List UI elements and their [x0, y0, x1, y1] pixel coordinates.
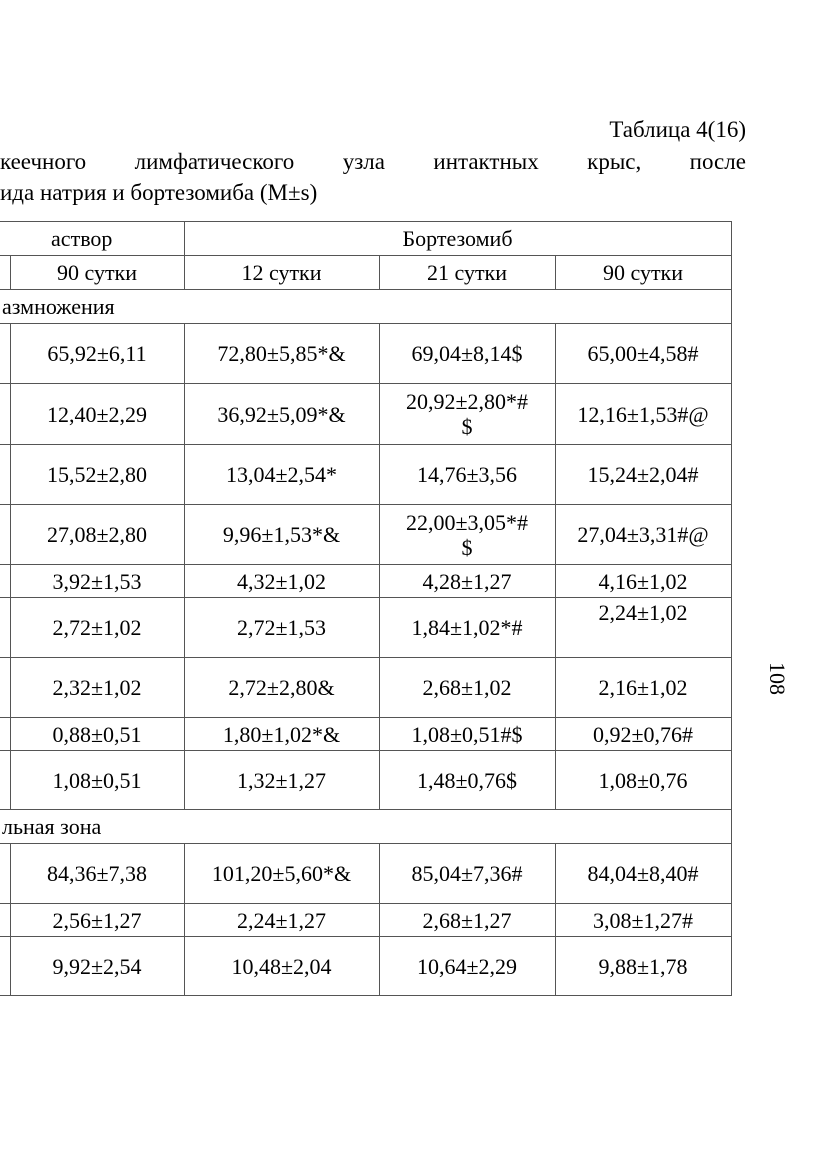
page-number: 108	[765, 662, 790, 695]
value-cell: 2,56±1,27	[10, 904, 184, 937]
value-cell: 9,88±1,78	[555, 937, 731, 996]
value-cell: 36,92±5,09*&	[184, 384, 379, 445]
header-row-days	[0, 256, 731, 290]
header-cell-day: 90 сутки	[10, 256, 184, 290]
value-cell: 1,08±0,76	[555, 751, 731, 810]
row-label-cell	[0, 937, 10, 996]
value-cell: 4,28±1,27	[379, 565, 555, 598]
section-row	[0, 810, 731, 844]
value-cell: 69,04±8,14$	[379, 324, 555, 384]
table-row	[0, 904, 731, 937]
table-number: Таблица 4(16)	[609, 117, 746, 142]
value-cell: 1,80±1,02*&	[184, 718, 379, 751]
value-cell: 14,76±3,56	[379, 445, 555, 505]
table-body	[0, 222, 731, 996]
value-cell: 9,92±2,54	[10, 937, 184, 996]
value-cell: 1,08±0,51	[10, 751, 184, 810]
value-cell: 84,04±8,40#	[555, 844, 731, 904]
header-cell-day: 21 сутки	[379, 256, 555, 290]
caption-word: кеечного	[0, 149, 87, 174]
value-cell: 2,16±1,02	[555, 658, 731, 718]
table-row	[0, 844, 731, 904]
value-cell: 22,00±3,05*# $	[379, 505, 555, 565]
section-title: льная зона	[0, 810, 731, 844]
row-label-cell	[0, 904, 10, 937]
caption-line-1	[0, 148, 746, 176]
value-cell: 2,32±1,02	[10, 658, 184, 718]
row-label-cell	[0, 384, 10, 445]
value-cell: 1,08±0,51#$	[379, 718, 555, 751]
row-label-cell	[0, 658, 10, 718]
table-row	[0, 937, 731, 996]
caption-word: после	[689, 149, 746, 174]
value-cell: 2,72±1,02	[10, 598, 184, 658]
value-cell: 3,92±1,53	[10, 565, 184, 598]
value-cell: 12,16±1,53#@	[555, 384, 731, 445]
header-cell-day: 90 сутки	[555, 256, 731, 290]
caption-word: интактных	[433, 149, 539, 174]
value-cell: 0,88±0,51	[10, 718, 184, 751]
value-cell: 1,84±1,02*#	[379, 598, 555, 658]
table-row	[0, 751, 731, 810]
header-cell-empty	[0, 256, 10, 290]
value-cell: 65,00±4,58#	[555, 324, 731, 384]
value-cell: 15,52±2,80	[10, 445, 184, 505]
value-cell: 1,32±1,27	[184, 751, 379, 810]
row-label-cell	[0, 565, 10, 598]
value-cell: 2,24±1,27	[184, 904, 379, 937]
value-cell: 72,80±5,85*&	[184, 324, 379, 384]
value-cell: 2,72±2,80&	[184, 658, 379, 718]
value-cell: 84,36±7,38	[10, 844, 184, 904]
group-header-bortezomib: Бортезомиб	[184, 222, 731, 256]
value-cell: 2,68±1,02	[379, 658, 555, 718]
row-label-cell	[0, 445, 10, 505]
value-cell: 101,20±5,60*&	[184, 844, 379, 904]
value-cell: 27,08±2,80	[10, 505, 184, 565]
row-label-cell	[0, 598, 10, 658]
value-cell: 10,48±2,04	[184, 937, 379, 996]
value-cell: 1,48±0,76$	[379, 751, 555, 810]
table-row	[0, 324, 731, 384]
value-cell: 9,96±1,53*&	[184, 505, 379, 565]
row-label-cell	[0, 505, 10, 565]
table-row	[0, 565, 731, 598]
caption-line-2: ида натрия и бортезомиба (M±s)	[0, 180, 318, 205]
table-row	[0, 505, 731, 565]
value-cell: 4,32±1,02	[184, 565, 379, 598]
header-cell-day: 12 сутки	[184, 256, 379, 290]
caption-word: узла	[342, 149, 385, 174]
caption-word: крыс,	[587, 149, 642, 174]
header-row-groups	[0, 222, 731, 256]
group-header-solution: аствор	[0, 222, 184, 256]
data-table	[0, 221, 732, 996]
value-cell: 2,68±1,27	[379, 904, 555, 937]
value-cell: 27,04±3,31#@	[555, 505, 731, 565]
row-label-cell	[0, 844, 10, 904]
caption-word: лимфатического	[134, 149, 295, 174]
value-cell: 0,92±0,76#	[555, 718, 731, 751]
value-cell: 65,92±6,11	[10, 324, 184, 384]
value-cell: 3,08±1,27#	[555, 904, 731, 937]
value-cell: 4,16±1,02	[555, 565, 731, 598]
value-cell: 15,24±2,04#	[555, 445, 731, 505]
row-label-cell	[0, 718, 10, 751]
value-cell: 10,64±2,29	[379, 937, 555, 996]
table-row	[0, 445, 731, 505]
value-cell: 12,40±2,29	[10, 384, 184, 445]
value-cell: 20,92±2,80*# $	[379, 384, 555, 445]
value-cell: 13,04±2,54*	[184, 445, 379, 505]
table-row	[0, 658, 731, 718]
row-label-cell	[0, 751, 10, 810]
row-label-cell	[0, 324, 10, 384]
section-title: азмножения	[0, 290, 731, 324]
value-cell: 2,72±1,53	[184, 598, 379, 658]
value-cell: 2,24±1,02	[555, 598, 731, 658]
table-row	[0, 598, 731, 658]
table-row	[0, 384, 731, 445]
table-row	[0, 718, 731, 751]
section-row	[0, 290, 731, 324]
value-cell: 85,04±7,36#	[379, 844, 555, 904]
